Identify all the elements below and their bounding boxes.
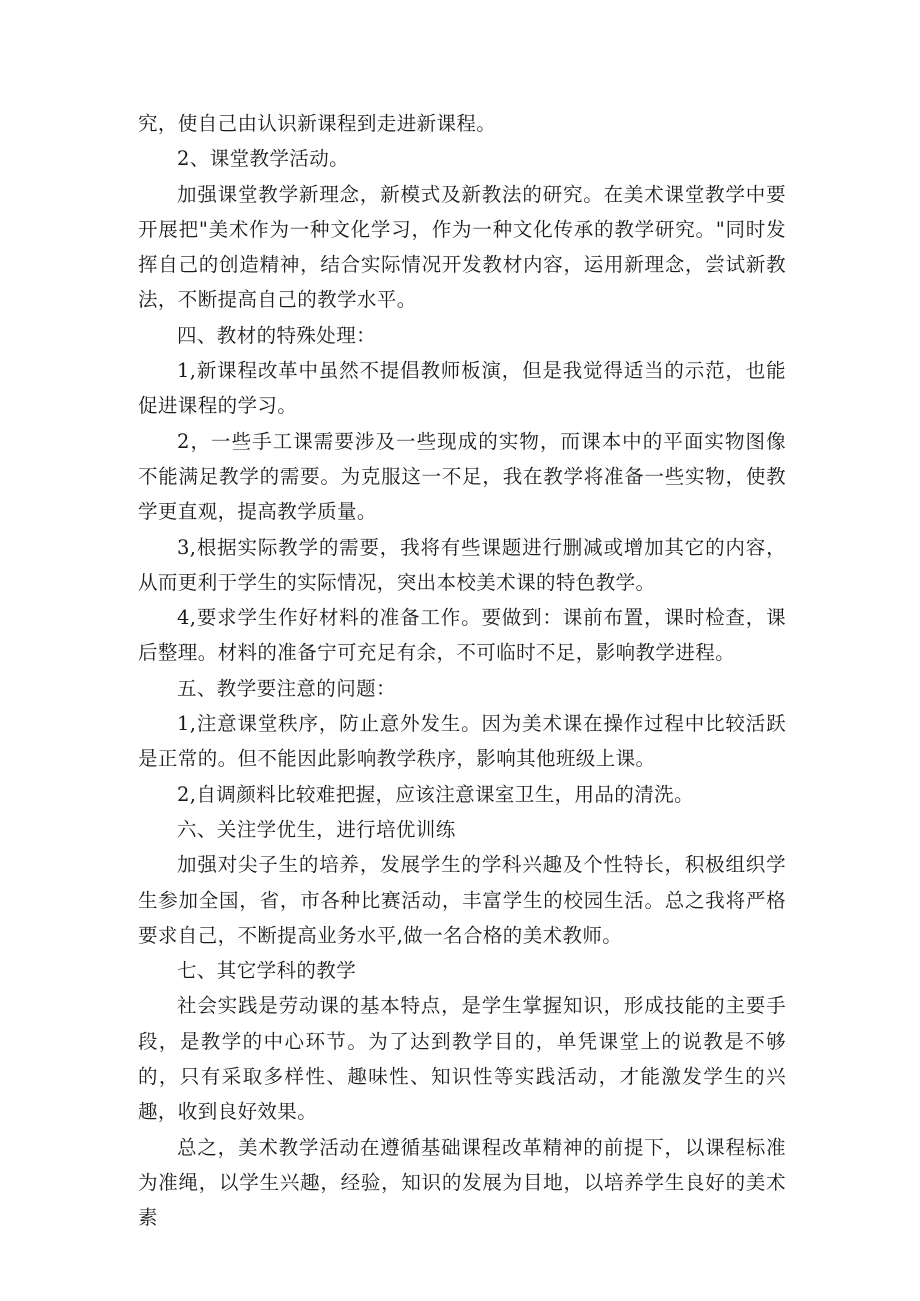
paragraph: 加强对尖子生的培养，发展学生的学科兴趣及个性特长，积极组织学生参加全国，省，市各种比赛活动，丰富学生的校园生活。总之我将严格要求自己，不断提高业务水平,做一名合格的美术教师。 <box>138 853 786 947</box>
list-item: 2,自调颜料比较难把握，应该注意课室卫生，用品的清洗。 <box>177 782 694 806</box>
paragraph: 社会实践是劳动课的基本特点，是学生掌握知识，形成技能的主要手段，是教学的中心环节。为了达到教学目的，单凭课堂上的说教是不够的，只有采取多样性、趣味性、知识性等实践活动，才能激发学生的兴趣，收到良好效果。 <box>138 994 786 1124</box>
list-item: 2，一些手工课需要涉及一些现成的实物，而课本中的平面实物图像不能满足教学的需要。为克服这一不足，我在教学将准备一些实物，使教学更直观，提高教学质量。 <box>138 429 786 524</box>
section-heading: 六、关注学优生，进行培优训练 <box>177 817 456 841</box>
paragraph: 加强课堂教学新理念，新模式及新教法的研究。在美术课堂教学中要开展把"美术作为一种文化学习，作为一种文化传承的教学研究。"同时发挥自己的创造精神，结合实际情况开发教材内容，运用新理念，尝试新教法，不断提高自己的教学水平。 <box>138 182 786 312</box>
document-body <box>138 106 786 1236</box>
section-heading: 五、教学要注意的问题： <box>177 676 396 700</box>
list-item: 1,注意课堂秩序，防止意外发生。因为美术课在操作过程中比较活跃是正常的。但不能因此影响教学秩序，影响其他班级上课。 <box>138 712 786 771</box>
paragraph: 总之，美术教学活动在遵循基础课程改革精神的前提下，以课程标准为准绳，以学生兴趣，经验，知识的发展为目地，以培养学生良好的美术素 <box>138 1135 786 1230</box>
list-item: 3,根据实际教学的需要，我将有些课题进行删减或增加其它的内容，从而更利于学生的实际情况，突出本校美术课的特色教学。 <box>138 535 786 594</box>
section-heading: 2、课堂教学活动。 <box>177 147 350 171</box>
paragraph: 究，使自己由认识新课程到走进新课程。 <box>138 112 497 135</box>
list-item: 4,要求学生作好材料的准备工作。要做到：课前布置，课时检查，课后整理。材料的准备宁可充足有余，不可临时不足，影响教学进程。 <box>138 606 786 665</box>
section-heading: 四、教材的特殊处理： <box>177 323 377 347</box>
section-heading: 七、其它学科的教学 <box>177 959 357 983</box>
list-item: 1,新课程改革中虽然不提倡教师板演，但是我觉得适当的示范，也能促进课程的学习。 <box>138 359 786 418</box>
